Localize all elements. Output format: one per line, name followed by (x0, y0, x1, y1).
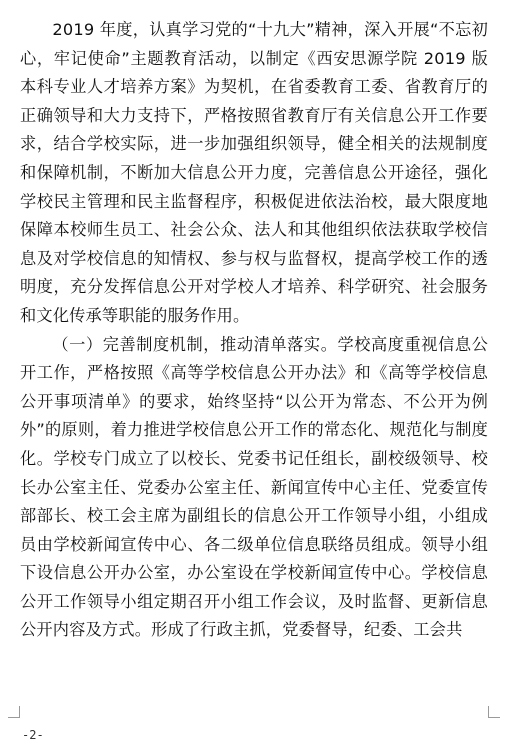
paragraph-annual-summary: 2019 年度，认真学习党的“十九大”精神，深入开展“不忘初心，牢记使命”主题教育活动，以制定《西安思源学院 2019 版本科专业人才培养方案》为契机，在省委教育工委、省教育厅的正确领导和大力支持下，严格按照省教育厅有关信息公开工作要求，结合学校实际，进一步加强组织领导，健全相关的法规制度和保障机制，不断加大信息公开力度，完善信息公开途径，强化学校民主管理和民主监督程序，积极促进依法治校，最大限度地保障本校师生员工、社会公众、法人和其他组织依法获取学校信息及对学校信息的知情权、参与权与监督权，提高学校工作的透明度，充分发挥信息公开对学校人才培养、科学研究、社会服务和文化传承等职能的服务作用。 (20, 20, 488, 325)
page-number: -2- (22, 728, 44, 742)
paragraph-institution-mechanism: （一）完善制度机制，推动清单落实。学校高度重视信息公开工作，严格按照《高等学校信息公开办法》和《高等学校信息公开事项清单》的要求，始终坚持“以公开为常态、不公开为例外”的原则，着力推进学校信息公开工作的常态化、规范化与制度化。学校专门成立了以校长、党委书记任组长，副校级领导、校长办公室主任、党委办公室主任、新闻宣传中心主任、党委宣传部部长、校工会主席为副组长的信息公开工作领导小组，小组成员由学校新闻宣传中心、各二级单位信息联络员组成。领导小组下设信息公开办公室，办公室设在学校新闻宣传中心。学校信息公开工作领导小组定期召开小组工作会议，及时监督、更新信息公开内容及方式。形成了行政主抓，党委督导，纪委、工会共 (20, 334, 488, 640)
bottom-left-crop-mark (8, 706, 20, 718)
document-body (20, 16, 488, 645)
bottom-right-crop-mark (488, 706, 500, 718)
